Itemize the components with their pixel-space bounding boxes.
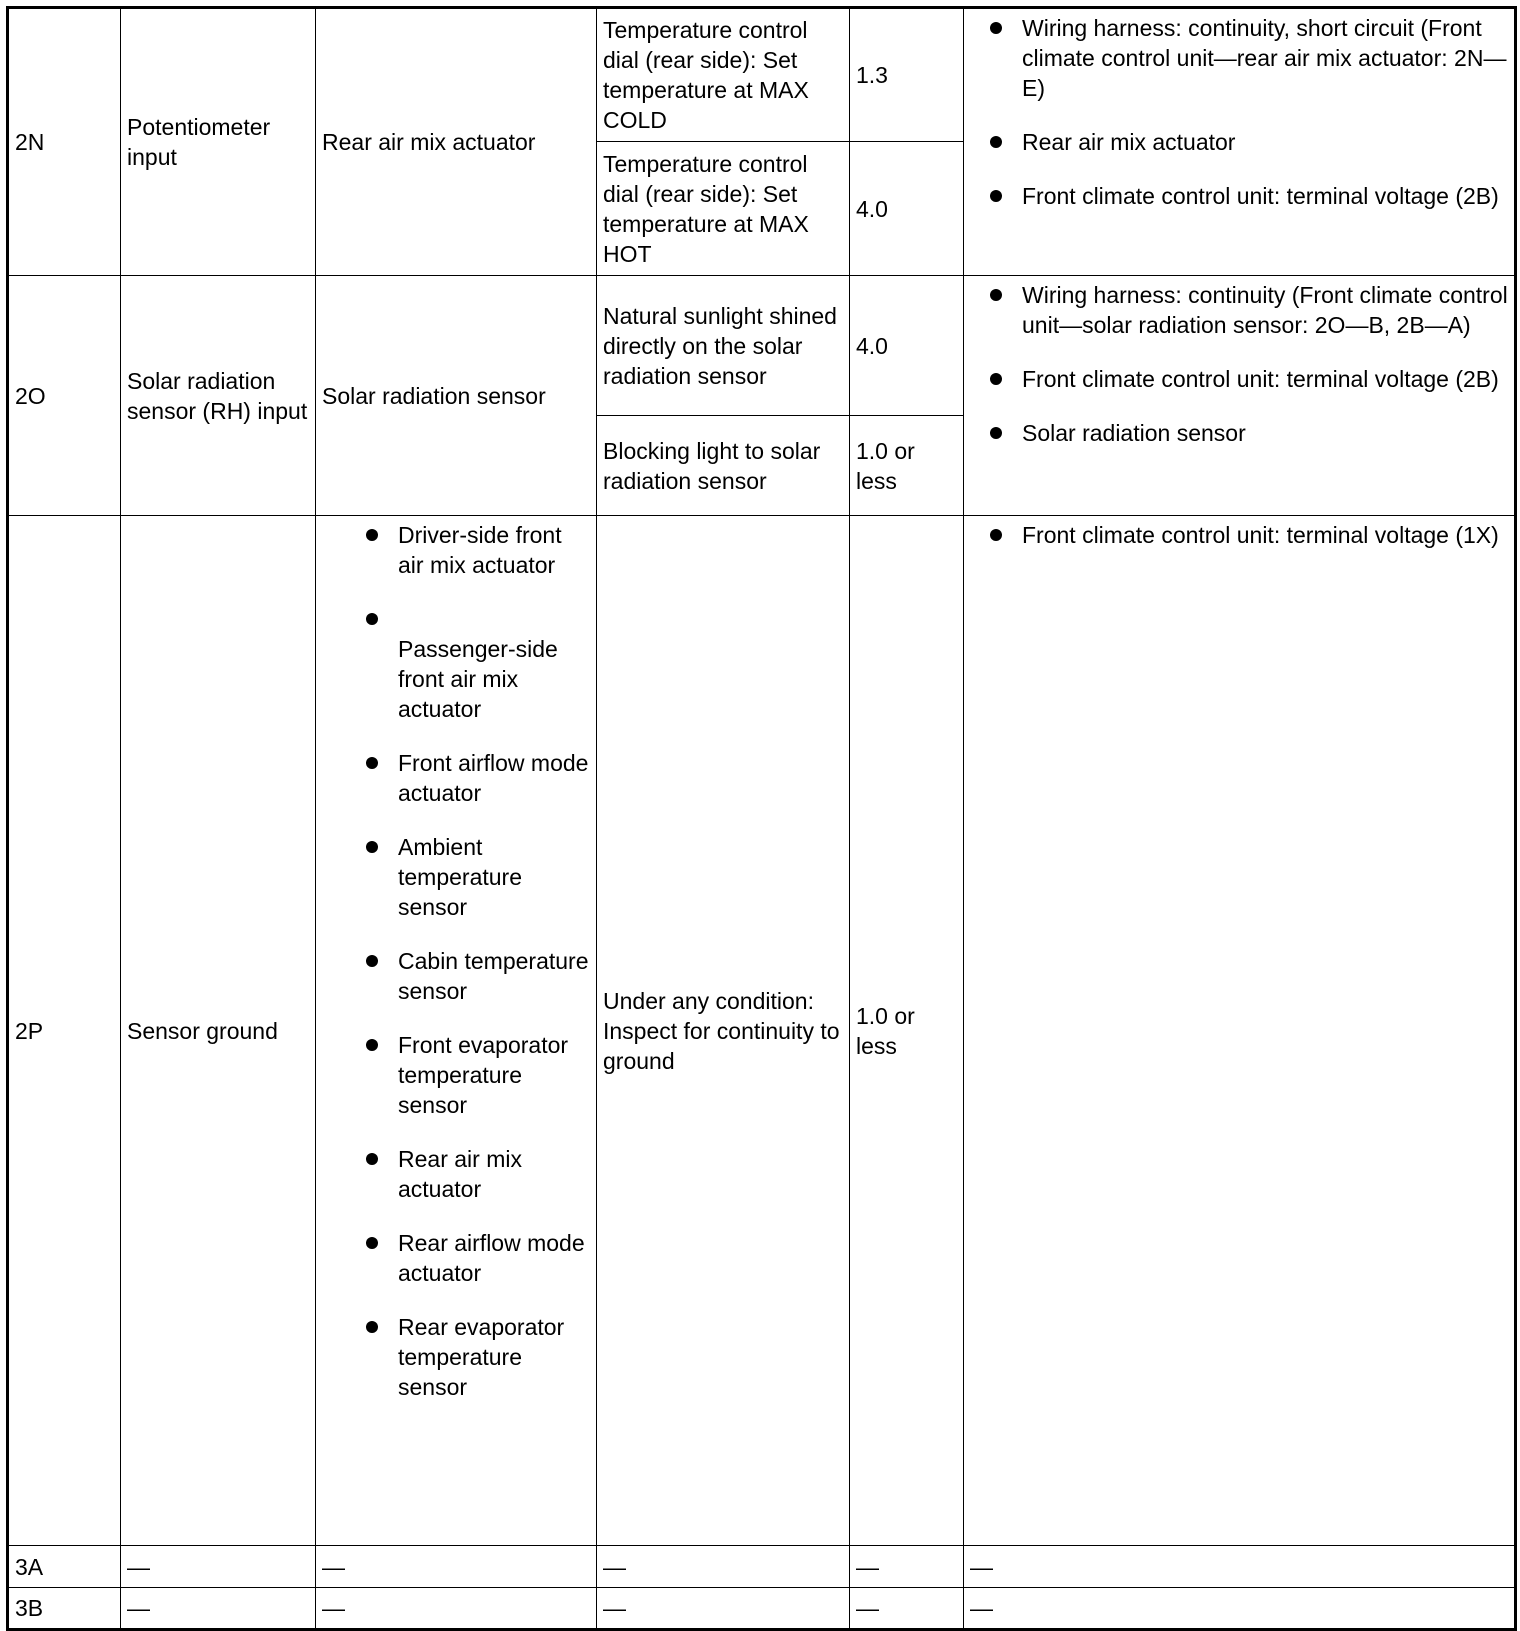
bullet-icon [990, 427, 1002, 439]
bullet-icon [366, 841, 378, 853]
connected-to-cell: — [316, 1588, 597, 1630]
bullet-icon [990, 190, 1002, 202]
bullet-icon [366, 757, 378, 769]
voltage-cell: — [850, 1588, 964, 1630]
bullet-icon [366, 529, 378, 541]
bullet-icon [990, 529, 1002, 541]
list-item: Passenger-side front air mix actuator [364, 604, 590, 724]
voltage-cell: 4.0 [850, 276, 964, 416]
bullet-icon [990, 136, 1002, 148]
signal-cell: — [121, 1588, 316, 1630]
connected-to-cell [316, 516, 597, 1546]
voltage-cell: 1.0 or less [850, 516, 964, 1546]
table-row [8, 8, 1516, 142]
inspection-cell [964, 8, 1516, 276]
table-row [8, 276, 1516, 416]
connected-to-cell: Rear air mix actuator [316, 8, 597, 276]
list-item: Ambient temperature sensor [364, 832, 590, 922]
bullet-icon [990, 289, 1002, 301]
list-item: Rear air mix actuator [364, 1144, 590, 1204]
signal-cell: Potentiometer input [121, 8, 316, 276]
terminal-cell: 2O [8, 276, 121, 516]
terminal-cell: 3A [8, 1546, 121, 1588]
list-item: Solar radiation sensor [970, 418, 1508, 448]
signal-cell: Solar radiation sensor (RH) input [121, 276, 316, 516]
list-item: Rear airflow mode actuator [364, 1228, 590, 1288]
inspection-cell: — [964, 1546, 1516, 1588]
inspection-list [970, 520, 1508, 550]
inspection-cell: — [964, 1588, 1516, 1630]
terminal-cell: 3B [8, 1588, 121, 1630]
condition-cell: Temperature control dial (rear side): Set temperature at MAX COLD [597, 8, 850, 142]
list-item: Rear evaporator temperature sensor [364, 1312, 590, 1402]
bullet-icon [366, 1321, 378, 1333]
inspection-cell [964, 276, 1516, 516]
inspection-list [970, 13, 1508, 211]
signal-cell: Sensor ground [121, 516, 316, 1546]
voltage-cell: 1.3 [850, 8, 964, 142]
table-row [8, 1546, 1516, 1588]
bullet-icon [366, 1153, 378, 1165]
table-row [8, 516, 1516, 1546]
terminal-voltage-table [6, 6, 1517, 1631]
list-item: Front climate control unit: terminal voltage (2B) [970, 181, 1508, 211]
table-row [8, 1588, 1516, 1630]
connected-to-cell: — [316, 1546, 597, 1588]
terminal-cell: 2P [8, 516, 121, 1546]
terminal-cell: 2N [8, 8, 121, 276]
inspection-list [970, 280, 1508, 448]
list-item: Front airflow mode actuator [364, 748, 590, 808]
list-item: Front evaporator temperature sensor [364, 1030, 590, 1120]
condition-cell: Natural sunlight shined directly on the solar radiation sensor [597, 276, 850, 416]
connected-to-list [322, 520, 590, 1402]
list-item: Front climate control unit: terminal voltage (1X) [970, 520, 1508, 550]
list-item: Wiring harness: continuity (Front climate control unit—solar radiation sensor: 2O—B, 2B—A) [970, 280, 1508, 340]
list-item: Wiring harness: continuity, short circuit (Front climate control unit—rear air mix actuator: 2N—E) [970, 13, 1508, 103]
list-item: Front climate control unit: terminal voltage (2B) [970, 364, 1508, 394]
condition-cell: Under any condition: Inspect for continuity to ground [597, 516, 850, 1546]
list-item: Rear air mix actuator [970, 127, 1508, 157]
condition-cell: Temperature control dial (rear side): Set temperature at MAX HOT [597, 142, 850, 276]
bullet-icon [990, 373, 1002, 385]
bullet-icon [990, 22, 1002, 34]
signal-cell: — [121, 1546, 316, 1588]
bullet-icon [366, 613, 378, 625]
condition-cell: — [597, 1588, 850, 1630]
voltage-cell: — [850, 1546, 964, 1588]
inspection-cell [964, 516, 1516, 1546]
condition-cell: Blocking light to solar radiation sensor [597, 416, 850, 516]
bullet-icon [366, 1237, 378, 1249]
condition-cell: — [597, 1546, 850, 1588]
list-item: Driver-side front air mix actuator [364, 520, 590, 580]
voltage-cell: 4.0 [850, 142, 964, 276]
bullet-icon [366, 1039, 378, 1051]
list-item: Cabin temperature sensor [364, 946, 590, 1006]
bullet-icon [366, 955, 378, 967]
connected-to-cell: Solar radiation sensor [316, 276, 597, 516]
voltage-cell: 1.0 or less [850, 416, 964, 516]
